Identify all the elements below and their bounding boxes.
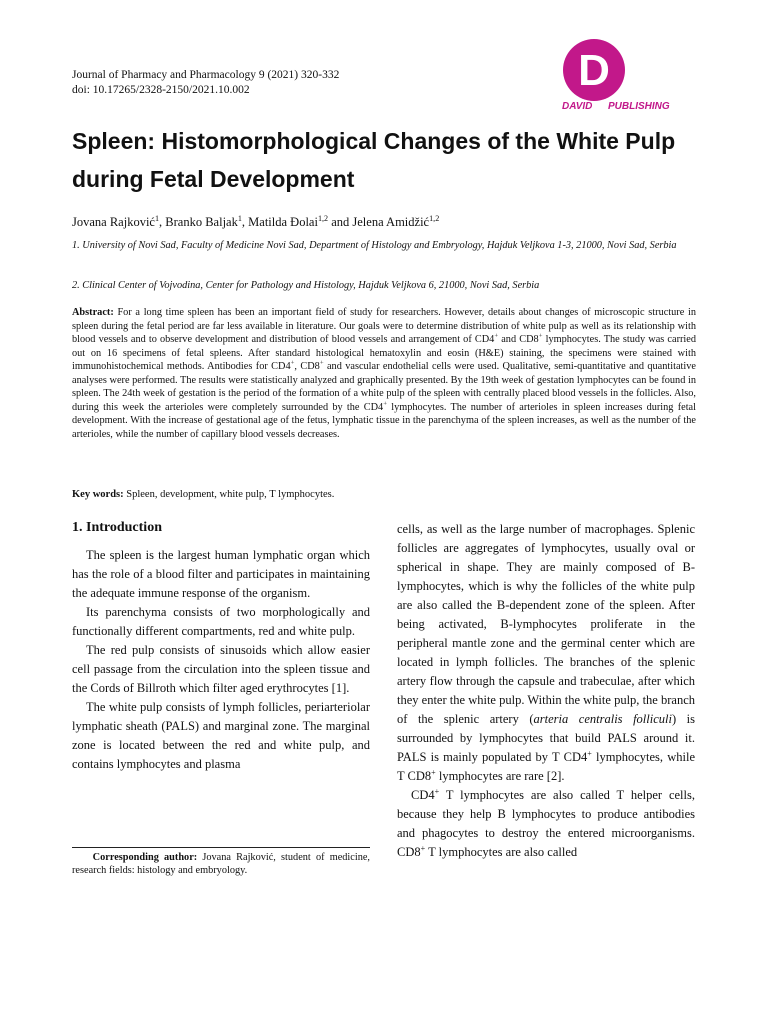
- abstract-label: Abstract:: [72, 307, 114, 318]
- paragraph: The spleen is the largest human lymphatic organ which has the role of a blood filter and participates in maintaining the adequate immune response of the organism.: [72, 548, 370, 600]
- paragraph-text: CD4: [411, 788, 435, 802]
- footnote-divider: [72, 847, 370, 848]
- publisher-name-left: DAVID: [562, 101, 593, 112]
- paragraph: The white pulp consists of lymph follicles, periarteriolar lymphatic sheath (PALS) and marginal zone. The marginal zone is located between the red and white pulp, and contains lymphocytes and plasma: [72, 700, 370, 771]
- author-separator: ,: [159, 215, 166, 229]
- italic-term: arteria centralis folliculi: [533, 712, 672, 726]
- author-affil-sup: 1,2: [317, 213, 329, 223]
- david-publishing-logo-icon: [556, 36, 696, 112]
- column-right: [397, 520, 695, 862]
- logo-letter: D: [578, 46, 610, 95]
- keywords-label: Key words:: [72, 489, 124, 500]
- paragraph-text: T lymphocytes are also called: [425, 845, 578, 859]
- author-list: [72, 214, 439, 230]
- abstract-text: lymphocytes. The study was carried out on 16 specimens of fetal spleens. After standard histological hematoxylin and eosin (H&E) staining, the specimens were stained with immunohistochemical methods. Antibodies for CD4: [72, 334, 697, 372]
- affiliation-2: 2. Clinical Center of Vojvodina, Center for Pathology and Histology, Hajduk Veljkova 6, 21000, Novi Sad, Serbia: [72, 280, 540, 291]
- author-affil-sup: 1,2: [429, 213, 440, 223]
- paragraph-text: T lymphocytes are also called T helper cells, because they help B lymphocytes to produce antibodies and phagocytes to destroy the entered microorganisms. CD8: [397, 788, 695, 859]
- author-name: Jelena Amidžić: [352, 215, 430, 229]
- paragraph-text: lymphocytes are rare [2].: [435, 769, 565, 783]
- publisher-logo: [556, 36, 696, 112]
- superscript: +: [319, 359, 324, 367]
- journal-doi: doi: 10.17265/2328-2150/2021.10.002: [72, 84, 250, 96]
- journal-citation: Journal of Pharmacy and Pharmacology 9 (2021) 320-332: [72, 69, 340, 81]
- paper-title: Spleen: Histomorphological Changes of the White Pulp during Fetal Development: [72, 128, 676, 192]
- keywords: [72, 488, 334, 502]
- author-separator: ,: [241, 215, 249, 229]
- paragraph-text: cells, as well as the large number of macrophages. Splenic follicles are aggregates of lymphocytes, usually oval or spherical in shape. They are mainly composed of B-lymphocytes, which is why the follicles of the white pulp are also called the B-dependent zone of the spleen. After being activated, B-lymphocytes proliferate in the peripheral mantle zone and the germinal center which are located in lymph follicles. The branches of the splenic artery flow through the capsule and trabeculae, after which they enter the white pulp. Within the white pulp, the branch of the splenic artery (: [397, 522, 695, 726]
- section-heading-introduction: 1. Introduction: [72, 520, 162, 535]
- paragraph: [397, 520, 695, 786]
- column-left: [72, 546, 370, 774]
- journal-header: [72, 68, 339, 98]
- superscript: +: [290, 359, 295, 367]
- abstract-text: and CD8: [498, 334, 539, 345]
- author-affil-sup: 1: [154, 213, 160, 223]
- superscript: +: [587, 748, 592, 758]
- affiliation-1: 1. University of Novi Sad, Faculty of Medicine Novi Sad, Department of Histology and Embryology, Hajduk Veljkova 1-3, 21000, Novi Sad, Serbia: [72, 240, 677, 251]
- abstract-text: For a long time spleen has been an important field of study for researchers. However, details about changes of microscopic structure in spleen during the fetal period are far less available in literature. Our goals were to determine distribution of white pulp as well as its relationship with blood vessels and to observe development and distribution of blood vessels and arrangement of CD4: [72, 307, 696, 345]
- superscript: +: [383, 400, 387, 408]
- superscript: +: [434, 786, 440, 796]
- footnote-text: Jovana Rajković, student of medicine, research fields: histology and embryology.: [72, 852, 371, 876]
- footnote-label: Corresponding author:: [92, 852, 198, 863]
- superscript: +: [538, 332, 543, 340]
- superscript: +: [431, 767, 436, 777]
- author-separator: and: [328, 215, 353, 229]
- abstract: [72, 306, 696, 441]
- paragraph: Its parenchyma consists of two morphologically and functionally different compartments, red and white pulp.: [72, 605, 370, 638]
- footnote: [72, 851, 370, 877]
- publisher-name-right: PUBLISHING: [608, 101, 670, 112]
- superscript: +: [420, 843, 426, 853]
- abstract-text: lymphocytes. The number of arterioles in spleen increases during fetal development. With the increase of gestational age of the fetus, lymphatic tissue in the parenchyma of the spleen increases, as well as the number of the arterioles, while the number of capillary blood vessels decreases.: [72, 401, 696, 440]
- author-name: Jovana Rajković: [72, 215, 155, 229]
- abstract-text: and vascular endothelial cells were used. Qualitative, semi-quantitative and quantitative analyses were performed. The results were statistically analyzed and graphically presented. By the 19th week of gestation lymphocytes can be found in spleen. The 24th week of gestation is the period of the formation of a white pulp of the spleen with centrally placed blood vessels in the follicles. Also, during this week the arterioles were completely surrounded by the CD4: [72, 361, 696, 413]
- author-name: Branko Baljak: [165, 215, 238, 229]
- paragraph-text: ) is surrounded by lymphocytes that build PALS around it. PALS is mainly populated by T CD4: [397, 712, 695, 764]
- paragraph-text: lymphocytes, while T CD8: [397, 750, 695, 783]
- paragraph: The red pulp consists of sinusoids which allow easier cell passage from the circulation into the spleen tissue and the Cords of Billroth which filter aged erythrocytes [1].: [72, 643, 370, 695]
- superscript: +: [494, 332, 499, 340]
- abstract-text: , CD8: [294, 361, 320, 372]
- keywords-text: Spleen, development, white pulp, T lymphocytes.: [123, 489, 335, 500]
- author-name: Matilda Đolai: [248, 215, 318, 229]
- author-affil-sup: 1: [237, 213, 242, 223]
- paragraph: [397, 786, 695, 862]
